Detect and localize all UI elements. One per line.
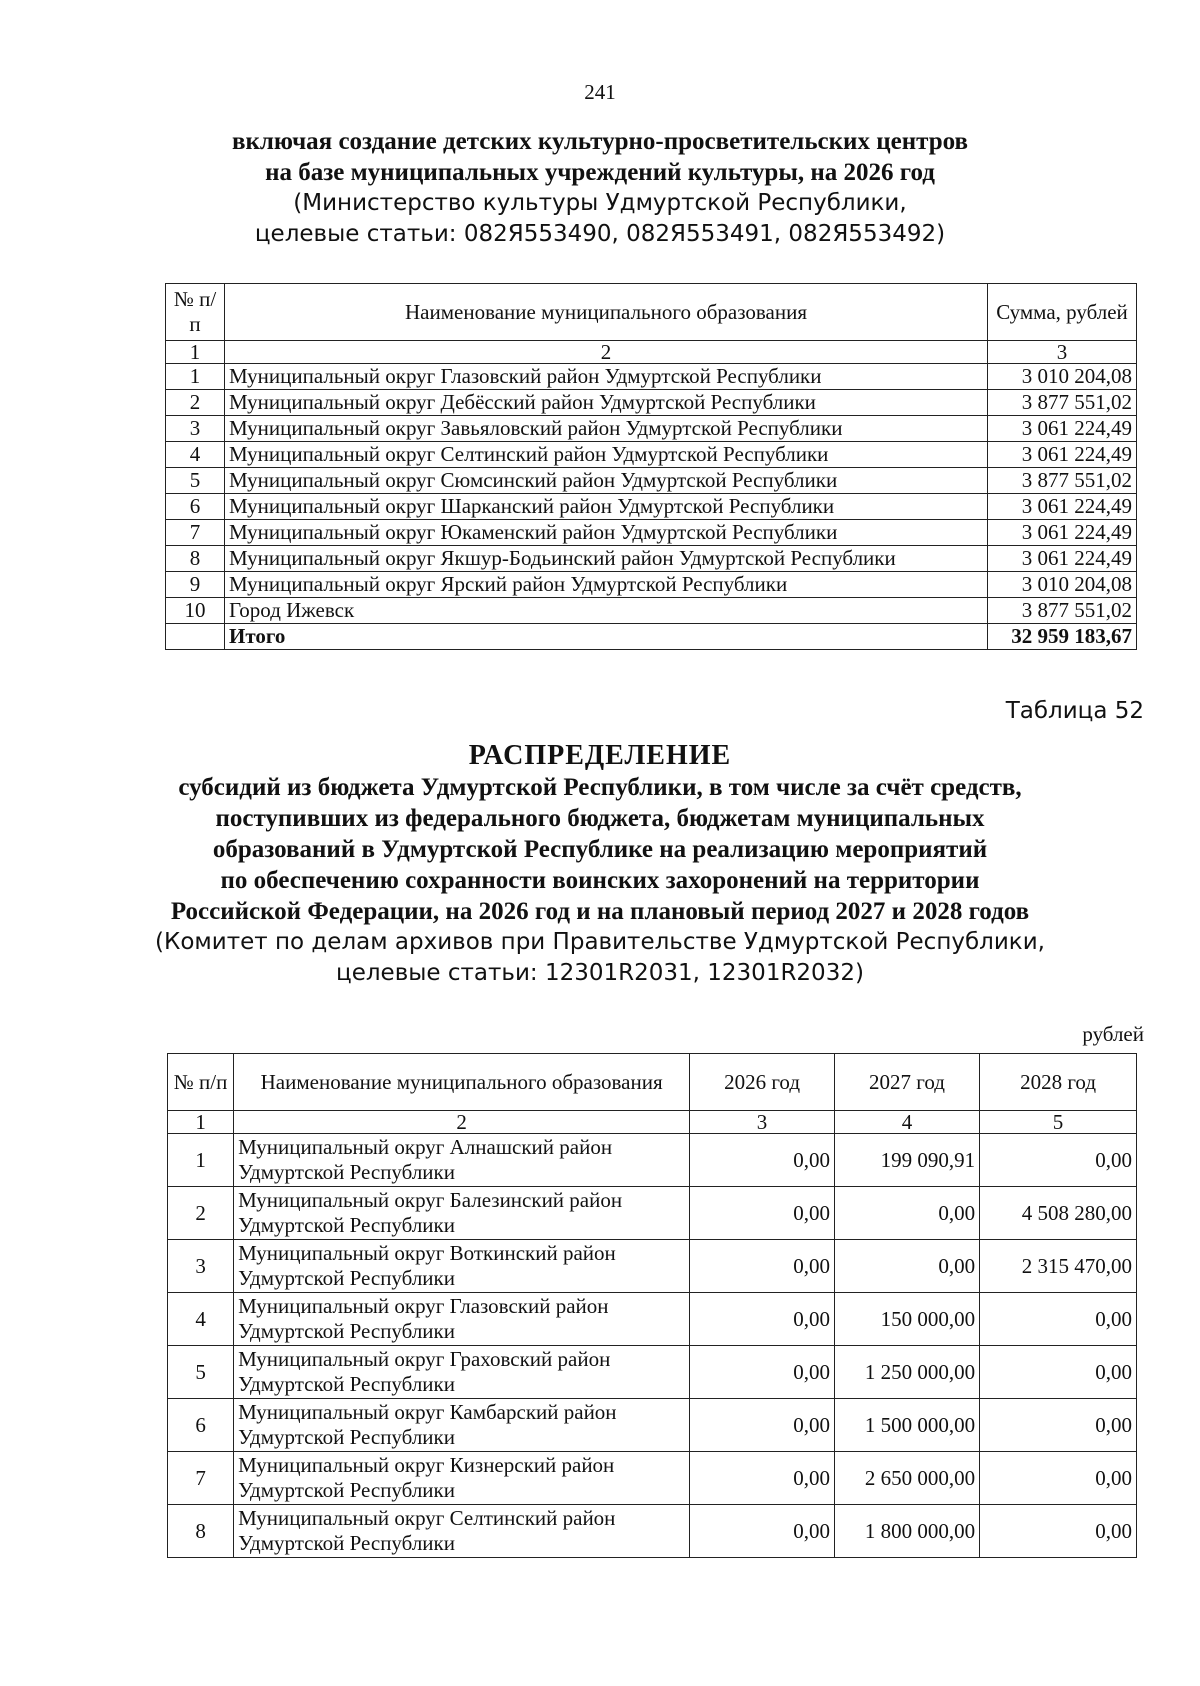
row-2028: 0,00 [980,1452,1137,1505]
row-2026: 0,00 [690,1399,835,1452]
row-sum: 3 877 551,02 [988,390,1137,416]
section1-subtitle-line: (Министерство культуры Удмуртской Республики, [293,190,907,216]
column-number: 3 [690,1111,835,1134]
row-num: 6 [166,494,225,520]
table-row [166,546,1137,572]
table-row [166,442,1137,468]
row-num: 5 [168,1346,234,1399]
table-row [166,572,1137,598]
row-num: 10 [166,598,225,624]
section2-title [0,740,1200,989]
table-row [166,494,1137,520]
row-2028: 0,00 [980,1134,1137,1187]
table-header-row [166,284,1137,341]
section1-title-line: на базе муниципальных учреждений культуры, на 2026 год [265,159,935,186]
total-num-empty [166,624,225,650]
row-name: Муниципальный округ Дебёсский район Удмуртской Республики [225,390,988,416]
row-name: Муниципальный округ Граховский район Удмуртской Республики [234,1346,690,1399]
table-row [168,1452,1137,1505]
row-name: Муниципальный округ Юкаменский район Удмуртской Республики [225,520,988,546]
section2-title-line: по обеспечению сохранности воинских захоронений на территории [220,867,980,894]
section1-title [0,126,1200,250]
row-sum: 3 061 224,49 [988,416,1137,442]
row-2028: 0,00 [980,1399,1137,1452]
page-number: 241 [584,80,616,104]
section2-table [167,1053,1137,1558]
row-name: Муниципальный округ Глазовский район Удмуртской Республики [225,364,988,390]
row-name: Муниципальный округ Воткинский район Удмуртской Республики [234,1240,690,1293]
row-num: 4 [168,1293,234,1346]
row-num: 2 [166,390,225,416]
row-sum: 3 061 224,49 [988,546,1137,572]
table-header-row [168,1054,1137,1111]
section1-title-line: включая создание детских культурно-просветительских центров [232,128,968,155]
row-num: 7 [168,1452,234,1505]
row-2026: 0,00 [690,1187,835,1240]
row-num: 3 [168,1240,234,1293]
row-sum: 3 061 224,49 [988,442,1137,468]
row-2028: 2 315 470,00 [980,1240,1137,1293]
column-number: 1 [168,1111,234,1134]
table-row [166,416,1137,442]
row-num: 5 [166,468,225,494]
row-name: Муниципальный округ Сюмсинский район Удмуртской Республики [225,468,988,494]
row-name: Муниципальный округ Ярский район Удмуртской Республики [225,572,988,598]
column-number: 5 [980,1111,1137,1134]
section2-title-line: Российской Федерации, на 2026 год и на плановый период 2027 и 2028 годов [170,898,1030,925]
column-number-row [168,1111,1137,1134]
row-2027: 1 250 000,00 [834,1346,979,1399]
table-row [168,1187,1137,1240]
table-row [168,1134,1137,1187]
total-label: Итого [225,624,988,650]
row-num: 7 [166,520,225,546]
section2-heading: РАСПРЕДЕЛЕНИЕ [468,740,732,771]
row-2027: 199 090,91 [834,1134,979,1187]
table-row [166,598,1137,624]
row-num: 8 [168,1505,234,1558]
row-num: 8 [166,546,225,572]
row-name: Муниципальный округ Якшур-Бодьинский район Удмуртской Республики [225,546,988,572]
row-name: Муниципальный округ Селтинский район Удмуртской Республики [234,1505,690,1558]
column-number: 4 [834,1111,979,1134]
row-name: Муниципальный округ Балезинский район Удмуртской Республики [234,1187,690,1240]
row-name: Муниципальный округ Алнашский район Удмуртской Республики [234,1134,690,1187]
header-num: № п/п [168,1054,234,1111]
row-2027: 0,00 [834,1187,979,1240]
header-name: Наименование муниципального образования [225,284,988,341]
header-num: № п/п [166,284,225,341]
row-2026: 0,00 [690,1240,835,1293]
row-2028: 0,00 [980,1293,1137,1346]
header-2027: 2027 год [834,1054,979,1111]
row-name: Муниципальный округ Завьяловский район Удмуртской Республики [225,416,988,442]
row-2026: 0,00 [690,1134,835,1187]
row-name: Муниципальный округ Глазовский район Удмуртской Республики [234,1293,690,1346]
header-name: Наименование муниципального образования [234,1054,690,1111]
section2-title-line: поступивших из федерального бюджета, бюджетам муниципальных [215,805,985,832]
section2-title-line: образований в Удмуртской Республике на реализацию мероприятий [212,836,988,863]
section2-subtitle-line: (Комитет по делам архивов при Правительстве Удмуртской Республики, [155,929,1045,955]
table-row [168,1505,1137,1558]
header-2028: 2028 год [980,1054,1137,1111]
table-row [168,1240,1137,1293]
units-label: рублей [1082,1022,1144,1046]
total-row [166,624,1137,650]
row-2026: 0,00 [690,1293,835,1346]
row-name: Муниципальный округ Селтинский район Удмуртской Республики [225,442,988,468]
row-2027: 1 500 000,00 [834,1399,979,1452]
row-num: 4 [166,442,225,468]
row-name: Город Ижевск [225,598,988,624]
row-2027: 1 800 000,00 [834,1505,979,1558]
section2-subtitle-line: целевые статьи: 12301R2031, 12301R2032) [336,960,864,986]
row-name: Муниципальный округ Камбарский район Удмуртской Республики [234,1399,690,1452]
table-row [166,364,1137,390]
section1-subtitle-line: целевые статьи: 082Я553490, 082Я553491, 082Я553492) [254,221,946,247]
header-2026: 2026 год [690,1054,835,1111]
row-sum: 3 061 224,49 [988,520,1137,546]
column-number: 2 [225,341,988,364]
row-2028: 4 508 280,00 [980,1187,1137,1240]
row-sum: 3 877 551,02 [988,468,1137,494]
row-2026: 0,00 [690,1505,835,1558]
row-num: 1 [166,364,225,390]
section1-table [165,283,1137,650]
row-num: 6 [168,1399,234,1452]
row-2027: 2 650 000,00 [834,1452,979,1505]
table-row [166,468,1137,494]
table-row [166,390,1137,416]
table-label: Таблица 52 [1005,698,1144,724]
row-2027: 150 000,00 [834,1293,979,1346]
row-2026: 0,00 [690,1452,835,1505]
table-row [168,1346,1137,1399]
row-2028: 0,00 [980,1346,1137,1399]
table-row [166,520,1137,546]
row-sum: 3 010 204,08 [988,572,1137,598]
row-num: 9 [166,572,225,598]
row-num: 1 [168,1134,234,1187]
table-row [168,1399,1137,1452]
total-sum: 32 959 183,67 [988,624,1137,650]
row-sum: 3 877 551,02 [988,598,1137,624]
row-2028: 0,00 [980,1505,1137,1558]
column-number: 1 [166,341,225,364]
row-num: 3 [166,416,225,442]
row-name: Муниципальный округ Кизнерский район Удмуртской Республики [234,1452,690,1505]
row-sum: 3 061 224,49 [988,494,1137,520]
column-number-row [166,341,1137,364]
section2-title-line: субсидий из бюджета Удмуртской Республики, в том числе за счёт средств, [178,774,1022,801]
column-number: 2 [234,1111,690,1134]
column-number: 3 [988,341,1137,364]
row-num: 2 [168,1187,234,1240]
header-sum: Сумма, рублей [988,284,1137,341]
row-2027: 0,00 [834,1240,979,1293]
row-2026: 0,00 [690,1346,835,1399]
row-sum: 3 010 204,08 [988,364,1137,390]
table-row [168,1293,1137,1346]
row-name: Муниципальный округ Шарканский район Удмуртской Республики [225,494,988,520]
